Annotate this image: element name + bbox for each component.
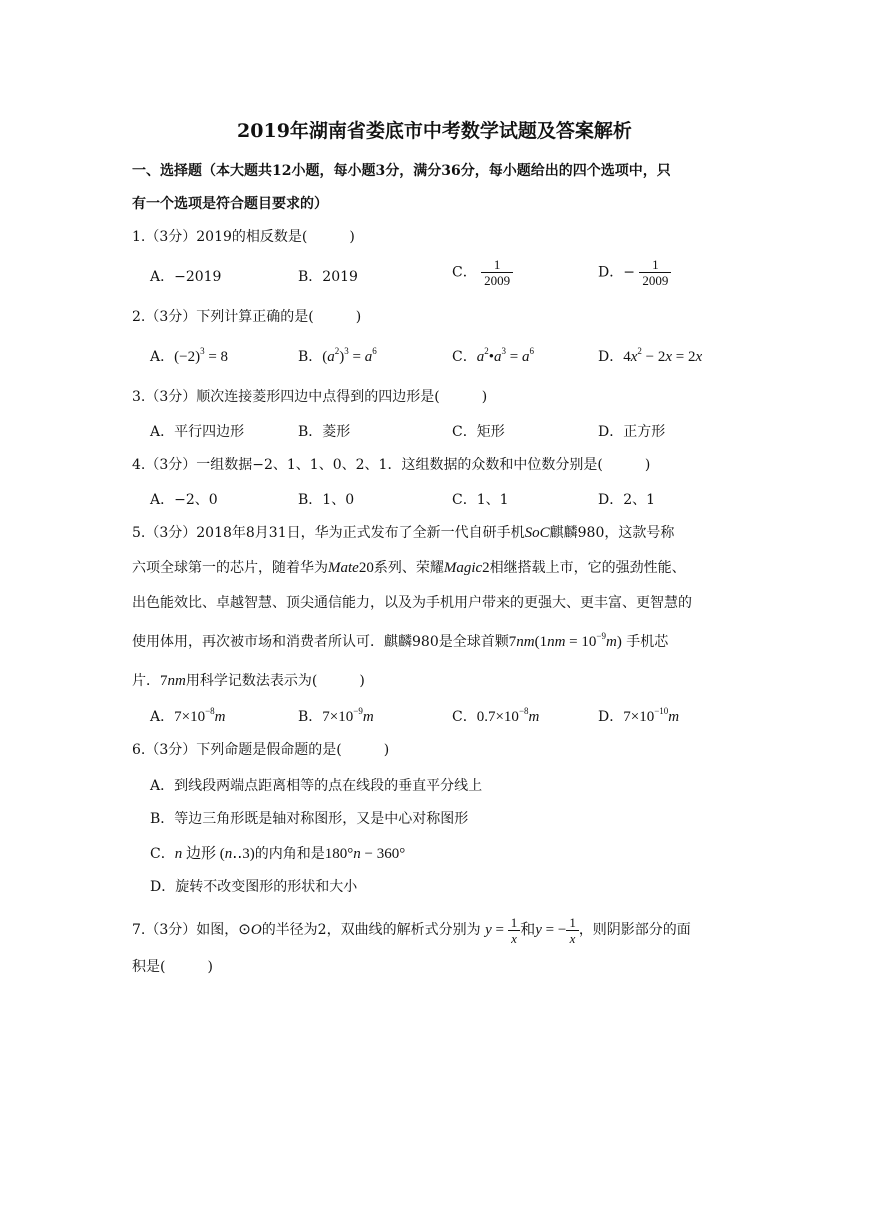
math-angle-sum: 180°n − 360° xyxy=(324,846,406,862)
q1-option-a: A．−2019 xyxy=(150,269,222,285)
math-magic2: Magic2 xyxy=(443,560,490,576)
math-expression: $a^2•a^3 = a^6$ xyxy=(476,346,534,365)
math-soc: SoC xyxy=(524,525,550,541)
math-expression: $7\times 10^{-10}m$ xyxy=(623,706,680,725)
math-expression: $4x^2 - 2x = 2x$ xyxy=(623,346,703,365)
q1-option-c-label: C． xyxy=(452,264,477,281)
math-hyperbolas: y = $\frac{1}{x}$ 和y = − $\frac{1}{x}$ xyxy=(485,922,579,938)
q4-option-d: D．2、1 xyxy=(598,492,656,508)
q2-option-a: A．$(-2)^3 = 8$ xyxy=(150,346,229,365)
q6-option-c: C．n 边形 (n‥3)的内角和是180°n − 360° xyxy=(150,846,406,862)
q6-option-d: D．旋转不改变图形的形状和大小 xyxy=(150,879,358,895)
question-2-stem: 2.（3分）下列计算正确的是( ) xyxy=(132,309,362,325)
q5-option-b: B．$7\times 10^{-9}m$ xyxy=(298,706,374,725)
q1-option-d-label: D．− xyxy=(598,264,635,281)
section-heading-line2: 有一个选项是符合题目要求的） xyxy=(132,196,328,212)
question-7-line2: 积是( ) xyxy=(132,959,213,975)
math-7nm: 7nm xyxy=(160,673,186,689)
math-expression: $0.7\times 10^{-8}m$ xyxy=(476,706,540,725)
q1-option-c xyxy=(452,257,513,288)
q3-option-c: C．矩形 xyxy=(452,424,505,440)
q1-close-paren: ) xyxy=(349,229,355,245)
question-5-line3: 出色能效比、卓越智慧、顶尖通信能力，以及为手机用户带来的更强大、更丰富、更智慧的 xyxy=(132,595,692,611)
q5-option-d: D．$7\times 10^{-10}m$ xyxy=(598,706,680,725)
question-5-line2: 六项全球第一的芯片，随着华为Mate20系列、荣耀Magic2相继搭载上市，它的强劲性能、 xyxy=(132,560,686,576)
question-3-stem: 3.（3分）顺次连接菱形四边中点得到的四边形是( ) xyxy=(132,389,488,405)
question-7-line1: 7.（3分）如图，⊙O的半径为2，双曲线的解析式分别为 y = $\frac{1}{x}$ 和y = − $\frac{1}{x}$ ，则阴影部分的面 xyxy=(132,915,691,946)
q3-option-d: D．正方形 xyxy=(598,424,666,440)
q3-option-b: B．菱形 xyxy=(298,424,351,440)
question-6-stem: 6.（3分）下列命题是假命题的是( ) xyxy=(132,742,390,758)
q5-option-a: A．$7\times 10^{-8}m$ xyxy=(150,706,226,725)
q6-option-b: B．等边三角形既是轴对称图形，又是中心对称图形 xyxy=(150,811,469,827)
math-mate20: Mate20 xyxy=(328,560,374,576)
question-4-stem: 4.（3分）一组数据−2、1、1、0、2、1．这组数据的众数和中位数分别是( ) xyxy=(132,457,651,473)
q4-option-c: C．1、1 xyxy=(452,492,509,508)
q4-option-a: A．−2、0 xyxy=(150,492,218,508)
math-polygon: n 边形 (n‥3) xyxy=(174,846,255,862)
fraction: $\frac{1}{2009}$ xyxy=(481,257,513,288)
q1-option-d xyxy=(598,257,671,288)
math-expression: $(-2)^3 = 8$ xyxy=(174,346,229,365)
q3-option-a: A．平行四边形 xyxy=(150,424,245,440)
q6-option-a: A．到线段两端点距离相等的点在线段的垂直平分线上 xyxy=(150,778,483,794)
math-7nm-definition: $7nm(1nm = 10^{-9}m)$ xyxy=(508,631,622,650)
fraction: $\frac{1}{2009}$ xyxy=(639,257,671,288)
q2-option-d: D．$4x^2 - 2x = 2x$ xyxy=(598,346,703,365)
math-expression: $7\times 10^{-8}m$ xyxy=(174,706,226,725)
question-5-line4: 使用体用，再次被市场和消费者所认可．麒麟980是全球首颗$7nm(1nm = 10^{-9}m)$ 手机芯 xyxy=(132,631,669,650)
math-expression: $(a^2)^3 = a^6$ xyxy=(322,346,377,365)
q1-option-b: B．2019 xyxy=(298,269,358,285)
question-5-line1: 5.（3分）2018年8月31日，华为正式发布了全新一代自研手机SoC麒麟980，这款号称 xyxy=(132,525,675,541)
q5-option-c: C．$0.7\times 10^{-8}m$ xyxy=(452,706,540,725)
q2-option-c: C．$a^2•a^3 = a^6$ xyxy=(452,346,534,365)
q4-option-b: B．1、0 xyxy=(298,492,355,508)
q2-option-b: B．$(a^2)^3 = a^6$ xyxy=(298,346,377,365)
math-expression: $7\times 10^{-9}m$ xyxy=(322,706,374,725)
math-circle-o: ⊙O xyxy=(238,921,262,938)
question-5-line5: 片．7nm用科学记数法表示为( ) xyxy=(132,673,365,689)
question-1-stem xyxy=(132,226,355,246)
page-title: 2019年湖南省娄底市中考数学试题及答案解析 xyxy=(237,120,632,142)
q1-stem-text: 1.（3分）2019的相反数是( xyxy=(132,229,308,245)
section-heading-line1: 一、选择题（本大题共12小题，每小题3分，满分36分，每小题给出的四个选项中，只 xyxy=(132,163,671,179)
